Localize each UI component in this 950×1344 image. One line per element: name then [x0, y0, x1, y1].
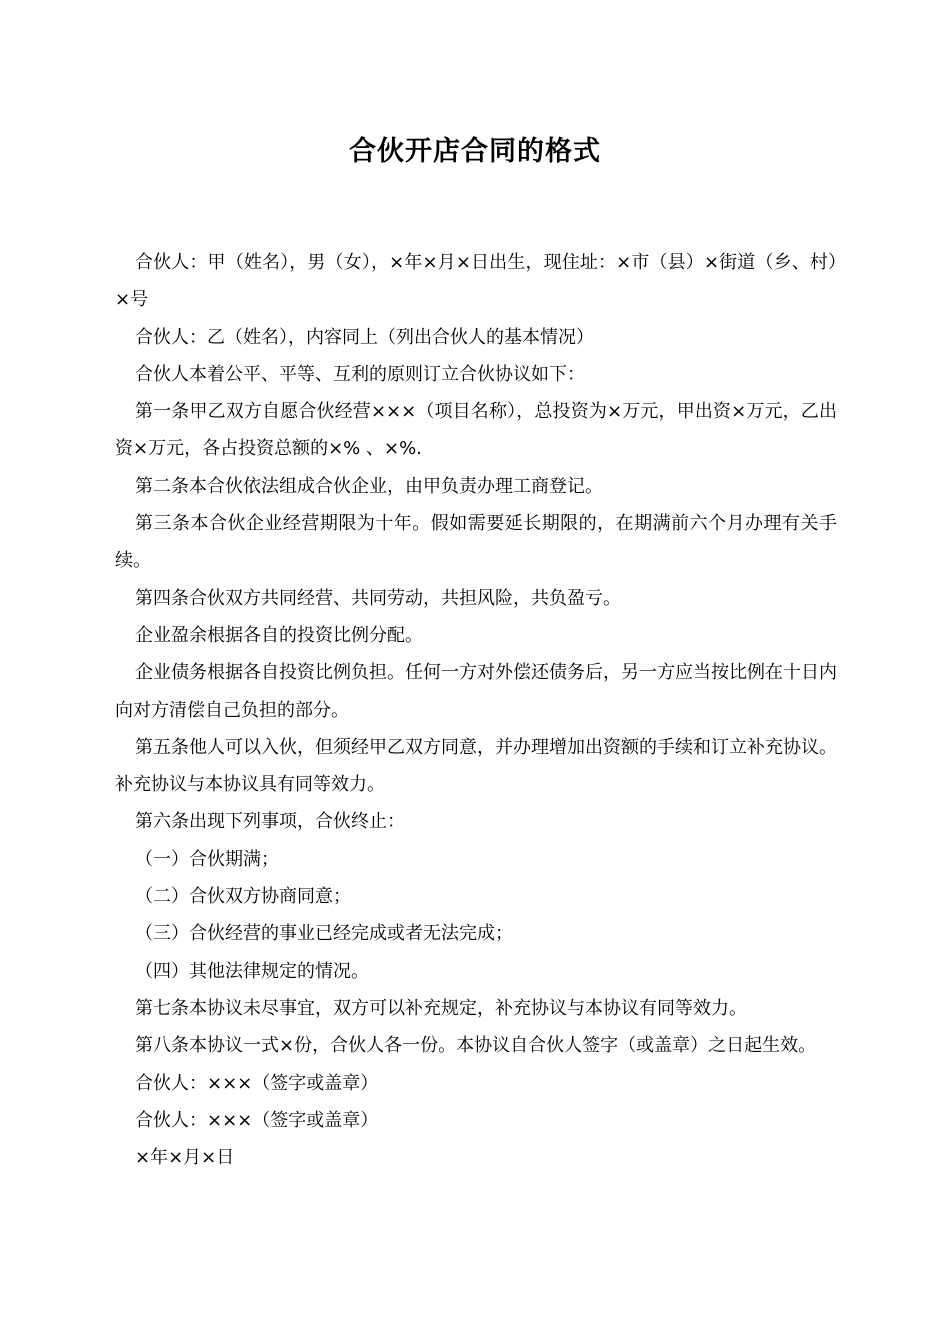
paragraph-item-3: （三）合伙经营的事业已经完成或者无法完成； — [135, 923, 513, 945]
paragraph-item-1: （一）合伙期满； — [135, 848, 279, 870]
paragraph-article-5: 第五条他人可以入伙，但须经甲乙双方同意，并办理增加出资额的手续和订立补充协议。补充协议与本协议具有同等效力。 — [115, 736, 837, 796]
paragraph-article-3: 第三条本合伙企业经营期限为十年。假如需要延长期限的，在期满前六个月办理有关手续。 — [115, 513, 837, 572]
paragraph-article-7: 第七条本协议未尽事宜，双方可以补充规定，补充协议与本协议有同等效力。 — [135, 997, 747, 1019]
paragraph-item-4: （四）其他法律规定的情况。 — [135, 960, 369, 982]
paragraph-debts: 企业债务根据各自投资比例负担。任何一方对外偿还债务后，另一方应当按比例在十日内向对方清偿自己负担的部分。 — [115, 662, 837, 721]
paragraph-item-2: （二）合伙双方协商同意； — [135, 886, 351, 908]
paragraph-signature-2: 合伙人：×××（签字或盖章） — [135, 1109, 379, 1131]
document-title: 合伙开店合同的格式 — [349, 136, 601, 167]
paragraph-article-4: 第四条合伙双方共同经营、共同劳动，共担风险，共负盈亏。 — [135, 587, 621, 609]
paragraph-article-8: 第八条本协议一式×份，合伙人各一份。本协议自合伙人签字（或盖章）之日起生效。 — [135, 1035, 817, 1057]
document-body — [115, 244, 837, 1176]
paragraph-preamble: 合伙人本着公平、平等、互利的原则订立合伙协议如下： — [135, 363, 585, 385]
paragraph-signature-1: 合伙人：×××（签字或盖章） — [135, 1072, 379, 1094]
paragraph-date: ×年×月×日 — [135, 1147, 235, 1169]
paragraph-article-1: 第一条甲乙双方自愿合伙经营×××（项目名称），总投资为×万元，甲出资×万元，乙出资×万元，各占投资总额的×% 、×%. — [115, 401, 837, 460]
paragraph-partner-b: 合伙人：乙（姓名），内容同上（列出合伙人的基本情况） — [135, 326, 594, 348]
paragraph-article-2: 第二条本合伙依法组成合伙企业，由甲负责办理工商登记。 — [135, 475, 603, 497]
paragraph-surplus: 企业盈余根据各自的投资比例分配。 — [135, 624, 423, 646]
paragraph-article-6: 第六条出现下列事项，合伙终止： — [135, 811, 405, 833]
paragraph-partner-a: 合伙人：甲（姓名），男（女），×年×月×日出生，现住址：×市（县）×街道（乡、村）×号 — [115, 252, 837, 311]
